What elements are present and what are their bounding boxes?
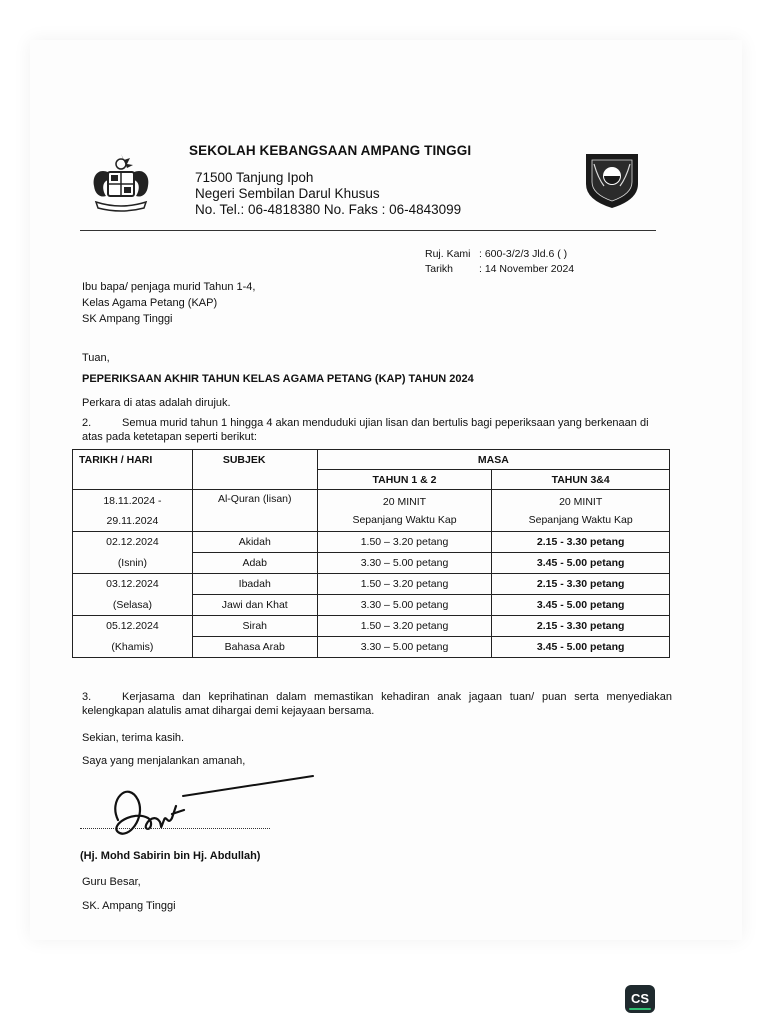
row-tahun-3-4: 3.45 - 5.00 petang (492, 595, 670, 616)
row-tahun-1-2: 1.50 – 3.20 petang (317, 616, 492, 637)
row-subject: Bahasa Arab (192, 637, 317, 658)
exam-schedule-table (72, 449, 670, 658)
row-tahun-3-4: 3.45 - 5.00 petang (492, 637, 670, 658)
row-date: 05.12.2024 (73, 616, 193, 637)
header-masa: MASA (317, 450, 669, 470)
header-tahun-3-4: TAHUN 3&4 (492, 470, 670, 490)
table-row (73, 490, 670, 532)
row-day: (Khamis) (73, 637, 193, 658)
address-line-2: Negeri Sembilan Darul Khusus (195, 186, 380, 201)
quran-subject: Al-Quran (lisan) (192, 490, 317, 532)
closing-amanah: Saya yang menjalankan amanah, (82, 755, 246, 767)
quran-tahun-1-2 (317, 490, 492, 532)
quran-tahun-3-4 (492, 490, 670, 532)
recipient-line-1: Ibu bapa/ penjaga murid Tahun 1-4, (82, 281, 256, 293)
intro-text: Perkara di atas adalah dirujuk. (82, 397, 231, 409)
signatory-title: Guru Besar, (82, 876, 141, 888)
row-subject: Akidah (192, 532, 317, 553)
ruj-label: Ruj. Kami (425, 248, 471, 260)
phone-fax: No. Tel.: 06-4818380 No. Faks : 06-4843099 (195, 202, 462, 217)
table-row (73, 616, 670, 637)
paragraph-2-text: Semua murid tahun 1 hingga 4 akan menduduki ujian lisan dan bertulis bagi peperiksaan yang berkenaan di atas pada ketetapan seperti berikut: (82, 417, 649, 443)
signature-icon (88, 770, 318, 850)
quran-t12-note: Sepanjang Waktu Kap (352, 513, 457, 526)
letter-date (425, 263, 574, 275)
salutation: Tuan, (82, 352, 110, 364)
header-date: TARIKH / HARI (73, 450, 193, 490)
school-badge-icon (580, 150, 644, 210)
coat-of-arms-icon (88, 150, 154, 214)
row-tahun-1-2: 1.50 – 3.20 petang (317, 574, 492, 595)
table-row (73, 595, 670, 616)
row-tahun-1-2: 1.50 – 3.20 petang (317, 532, 492, 553)
letterhead-divider (80, 230, 656, 231)
paragraph-2 (82, 416, 662, 444)
row-day: (Selasa) (73, 595, 193, 616)
row-tahun-3-4: 2.15 - 3.30 petang (492, 574, 670, 595)
signatory-school: SK. Ampang Tinggi (82, 900, 176, 912)
row-tahun-3-4: 2.15 - 3.30 petang (492, 616, 670, 637)
signatory-name: (Hj. Mohd Sabirin bin Hj. Abdullah) (80, 850, 261, 862)
quran-date (73, 490, 193, 532)
row-subject: Adab (192, 553, 317, 574)
address-line-1: 71500 Tanjung Ipoh (195, 170, 314, 185)
row-tahun-3-4: 3.45 - 5.00 petang (492, 553, 670, 574)
reference-number (425, 248, 567, 260)
quran-date-end: 29.11.2024 (106, 514, 159, 527)
quran-t12-duration: 20 MINIT (382, 495, 427, 508)
table-row (73, 574, 670, 595)
date-label: Tarikh (425, 263, 454, 275)
recipient-line-2: Kelas Agama Petang (KAP) (82, 297, 218, 309)
row-subject: Jawi dan Khat (192, 595, 317, 616)
row-tahun-1-2: 3.30 – 5.00 petang (317, 553, 492, 574)
row-day: (Isnin) (73, 553, 193, 574)
date-value: : 14 November 2024 (479, 263, 575, 275)
paragraph-2-number: 2. (82, 417, 92, 429)
ruj-value: : 600-3/2/3 Jld.6 ( ) (479, 248, 568, 260)
table-header-row (73, 450, 670, 470)
row-tahun-1-2: 3.30 – 5.00 petang (317, 595, 492, 616)
row-subject: Ibadah (192, 574, 317, 595)
letter-subject: PEPERIKSAAN AKHIR TAHUN KELAS AGAMA PETANG (KAP) TAHUN 2024 (82, 373, 474, 385)
row-tahun-1-2: 3.30 – 5.00 petang (317, 637, 492, 658)
header-subject: SUBJEK (192, 450, 317, 490)
paragraph-3-number: 3. (82, 691, 92, 703)
table-row (73, 553, 670, 574)
school-name: SEKOLAH KEBANGSAAN AMPANG TINGGI (189, 143, 472, 158)
camscanner-logo-icon: CS (625, 985, 655, 1013)
quran-date-start: 18.11.2024 - (103, 494, 162, 507)
recipient-line-3: SK Ampang Tinggi (82, 313, 173, 325)
row-date: 02.12.2024 (73, 532, 193, 553)
paragraph-3-text: Kerjasama dan keprihatinan dalam memastikan kehadiran anak jagaan tuan/ puan serta menyediakan kelengkapan alatulis amat dihargai demi kejayaan bersama. (82, 691, 672, 717)
row-tahun-3-4: 2.15 - 3.30 petang (492, 532, 670, 553)
signature-line (80, 828, 270, 829)
table-row (73, 532, 670, 553)
row-subject: Sirah (192, 616, 317, 637)
header-tahun-1-2: TAHUN 1 & 2 (317, 470, 492, 490)
row-date: 03.12.2024 (73, 574, 193, 595)
quran-t34-duration: 20 MINIT (559, 495, 603, 508)
table-row (73, 637, 670, 658)
paragraph-3 (82, 690, 672, 718)
quran-t34-note: Sepanjang Waktu Kap (528, 513, 633, 526)
closing-thanks: Sekian, terima kasih. (82, 732, 185, 744)
